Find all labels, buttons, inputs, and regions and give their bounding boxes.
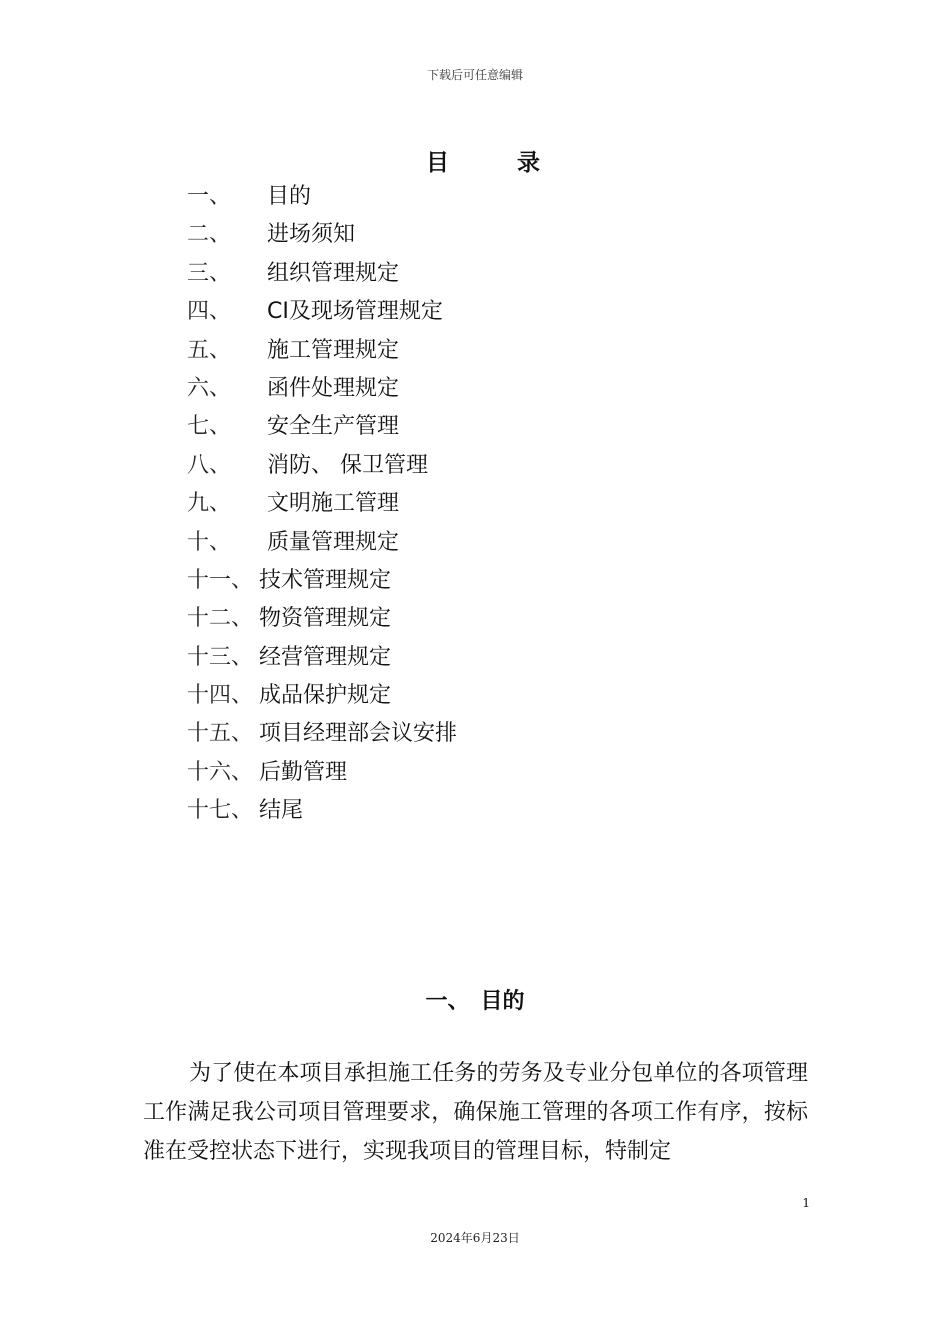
- toc-item-number: 九、: [187, 491, 232, 517]
- toc-item-label: 施工管理规定: [267, 337, 400, 363]
- toc-item-number: 十七、: [187, 798, 254, 824]
- toc-item[interactable]: [187, 794, 457, 832]
- toc-item-label: 函件处理规定: [267, 375, 400, 401]
- toc-item-label: 目的: [267, 184, 312, 209]
- toc-item[interactable]: [187, 372, 457, 410]
- toc-item-number: 十二、: [187, 606, 254, 632]
- toc-item-label: 技术管理规定: [259, 567, 392, 593]
- toc-item-number: 七、: [187, 414, 232, 440]
- toc-item-number: 三、: [187, 260, 232, 286]
- toc-item[interactable]: [187, 257, 457, 295]
- toc-item-number: 二、: [187, 222, 232, 248]
- footer-date: 2024年6月23日: [430, 1231, 520, 1245]
- toc-item-label: 项目经理部会议安排: [259, 721, 458, 747]
- toc-item-number: 一、: [187, 184, 232, 209]
- toc-item-number: 十四、: [187, 683, 254, 709]
- toc-item-label: 安全生产管理: [267, 414, 400, 440]
- header-note: 下载后可任意编辑: [426, 68, 523, 82]
- toc-item-label: 组织管理规定: [267, 260, 400, 286]
- toc-item-label: 经营管理规定: [259, 644, 392, 670]
- toc-item-label: 成品保护规定: [259, 683, 392, 709]
- toc-item-label: CI及现场管理规定: [267, 299, 443, 325]
- toc-item[interactable]: [187, 717, 457, 755]
- toc-item-number: 八、: [187, 452, 232, 478]
- toc-item[interactable]: [187, 295, 457, 333]
- toc-item-number: 十五、: [187, 721, 254, 747]
- toc-item-number: 十、: [187, 529, 232, 555]
- page-number: 1: [802, 1196, 810, 1210]
- toc-item[interactable]: [187, 641, 457, 679]
- toc-item-number: 十一、: [187, 567, 254, 593]
- toc-item-label: 物资管理规定: [259, 606, 392, 632]
- toc-item[interactable]: [187, 180, 457, 218]
- toc-item[interactable]: [187, 756, 457, 794]
- toc-item-label: 文明施工管理: [267, 491, 400, 517]
- body-paragraph: 为了使在本项目承担施工任务的劳务及专业分包单位的各项管理工作满足我公司项目管理要求，确保施工管理的各项工作有序，按标准在受控状态下进行，实现我项目的管理目标，特制定: [143, 1061, 808, 1164]
- toc-item[interactable]: [187, 564, 457, 602]
- toc-item-label: 消防、 保卫管理: [267, 452, 428, 478]
- toc-item-label: 后勤管理: [259, 759, 348, 785]
- toc-item-number: 六、: [187, 375, 232, 401]
- section-heading: 一、 目的: [425, 989, 525, 1014]
- toc-item-label: 结尾: [259, 798, 304, 824]
- toc-item-label: 进场须知: [267, 222, 356, 248]
- toc-title: 目 录: [425, 150, 570, 176]
- toc-item[interactable]: [187, 487, 457, 525]
- toc-item-number: 十六、: [187, 759, 254, 785]
- toc-item[interactable]: [187, 334, 457, 372]
- toc-item[interactable]: [187, 410, 457, 448]
- toc-item[interactable]: [187, 679, 457, 717]
- table-of-contents: [187, 180, 457, 833]
- toc-item[interactable]: [187, 218, 457, 256]
- toc-item-number: 十三、: [187, 644, 254, 670]
- toc-item[interactable]: [187, 449, 457, 487]
- toc-item-number: 五、: [187, 337, 232, 363]
- toc-item[interactable]: [187, 602, 457, 640]
- toc-item-label: 质量管理规定: [267, 529, 400, 555]
- toc-item-number: 四、: [187, 299, 232, 325]
- toc-item[interactable]: [187, 526, 457, 564]
